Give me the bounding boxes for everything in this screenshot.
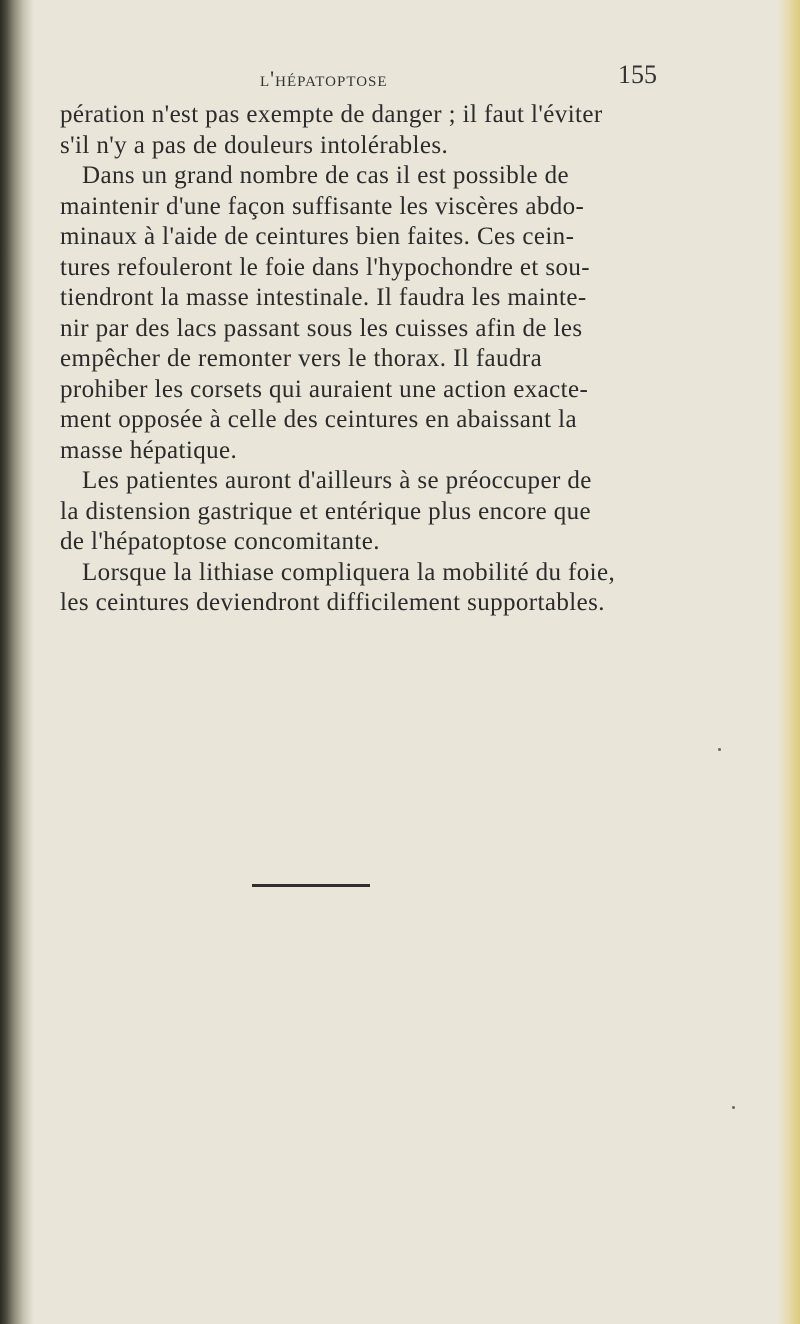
text-line: tiendront la masse intestinale. Il faudra les mainte- xyxy=(60,284,587,311)
text-line: ment opposée à celle des ceintures en abaissant la xyxy=(60,406,578,433)
text-line: maintenir d'une façon suffisante les viscères abdo- xyxy=(60,192,585,220)
text-line: empêcher de remonter vers le thorax. Il faudra xyxy=(60,345,543,372)
section-end-rule xyxy=(252,884,370,887)
running-head xyxy=(60,48,720,91)
text-line: masse hépatique. xyxy=(60,436,238,464)
text-line: de l'hépatoptose concomitante. xyxy=(60,528,380,555)
paragraph-start-line: Lorsque la lithiase compliquera la mobilité du foie, xyxy=(82,558,616,586)
paper-speck xyxy=(718,748,721,751)
text-line: les ceintures deviendront difficilement supportables. xyxy=(60,589,605,616)
paper-speck xyxy=(732,1106,735,1109)
page-edge xyxy=(778,0,800,1324)
text-line: minaux à l'aide de ceintures bien faites. Ces cein- xyxy=(60,223,575,250)
text-line: la distension gastrique et entérique plus encore que xyxy=(60,497,592,525)
paragraph-start-line: Les patientes auront d'ailleurs à se préoccuper de xyxy=(82,467,592,494)
text-line: prohiber les corsets qui auraient une action exacte- xyxy=(60,375,589,403)
page-number: 155 xyxy=(618,60,657,89)
running-title: l'hépatoptose xyxy=(260,66,388,91)
text-line: s'il n'y a pas de douleurs intolérables. xyxy=(60,131,449,159)
book-page xyxy=(60,48,720,619)
book-spine-shadow xyxy=(0,0,34,1324)
text-line: nir par des lacs passant sous les cuisses afin de les xyxy=(60,314,583,342)
text-line: tures refouleront le foie dans l'hypochondre et sou- xyxy=(60,253,591,281)
body-text xyxy=(60,100,720,619)
text-line: pération n'est pas exempte de danger ; il faut l'éviter xyxy=(60,101,603,128)
paragraph-start-line: Dans un grand nombre de cas il est possible de xyxy=(82,162,570,189)
